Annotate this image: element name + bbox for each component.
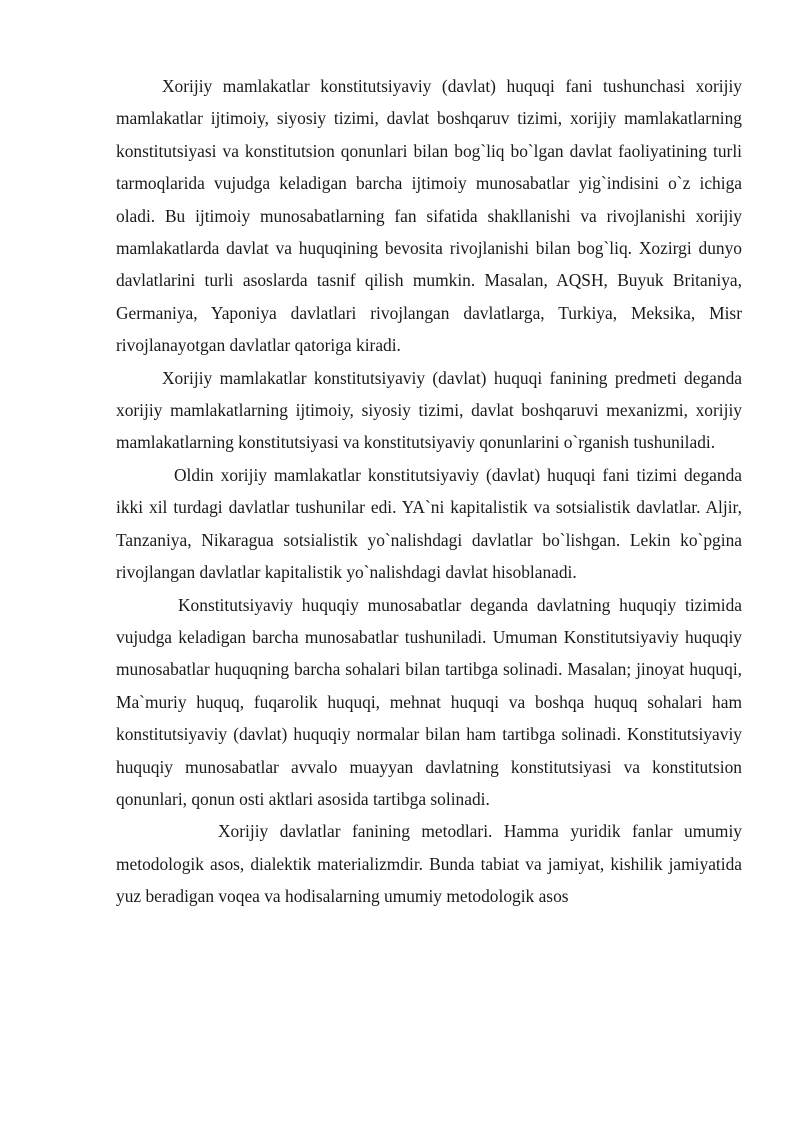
document-page: [116, 70, 742, 913]
paragraph-intro: Xorijiy mamlakatlar konstitutsiyaviy (davlat) huquqi fani tushunchasi xorijiy mamlakatlar ijtimoiy, siyosiy tizimi, davlat boshqaruv tizimi, xorijiy mamlakatlarning konstitutsiyasi va konstitutsion qonunlari bilan bog`liq bo`lgan davlat faoliyatining turli tarmoqlarida vujudga keladigan barcha ijtimoiy munosabatlar yig`indisini o`z ichiga oladi. Bu ijtimoiy munosabatlarning fan sifatida shakllanishi va rivojlanishi xorijiy mamlakatlarda davlat va huquqining bevosita rivojlanishi bilan bog`liq. Xozirgi dunyo davlatlarini turli asoslarda tasnif qilish mumkin. Masalan, AQSH, Buyuk Britaniya, Germaniya, Yaponiya davlatlari rivojlangan davlatlarga, Turkiya, Meksika, Misr rivojlanayotgan davlatlar qatoriga kiradi.: [116, 76, 742, 356]
paragraph-methods: Xorijiy davlatlar fanining metodlari. Hamma yuridik fanlar umumiy metodologik asos, dialektik materializmdir. Bunda tabiat va jamiyat, kishilik jamiyatida yuz beradigan voqea va hodisalarning umumiy metodologik asos: [116, 821, 742, 907]
paragraph-relations: Konstitutsiyaviy huquqiy munosabatlar deganda davlatning huquqiy tizimida vujudga keladigan barcha munosabatlar tushuniladi. Umuman Konstitutsiyaviy huquqiy munosabatlar huquqning barcha sohalari bilan tartibga solinadi. Masalan; jinoyat huquqi, Ma`muriy huquq, fuqarolik huquqi, mehnat huquqi va boshqa huquq sohalari ham konstitutsiyaviy (davlat) huquqiy normalar bilan ham tartibga solinadi. Konstitutsiyaviy huquqiy munosabatlar avvalo muayyan davlatning konstitutsiyasi va konstitutsion qonunlari, qonun osti aktlari asosida tartibga solinadi.: [116, 594, 742, 809]
paragraph-system: Oldin xorijiy mamlakatlar konstitutsiyaviy (davlat) huquqi fani tizimi deganda ikki xil turdagi davlatlar tushunilar edi. YA`ni kapitalistik va sotsialistik davlatlar. Aljir, Tanzaniya, Nikaragua sotsialistik yo`nalishdagi davlatlar bo`lishgan. Lekin ko`pgina rivojlangan davlatlar kapitalistik yo`nalishdagi davlat hisoblanadi.: [116, 464, 742, 583]
paragraph-subject: Xorijiy mamlakatlar konstitutsiyaviy (davlat) huquqi fanining predmeti deganda xorijiy mamlakatlarning ijtimoiy, siyosiy tizimi, davlat boshqaruvi mexanizmi, xorijiy mamlakatlarning konstitutsiyasi va konstitutsiyaviy qonunlarini o`rganish tushuniladi.: [116, 367, 742, 453]
